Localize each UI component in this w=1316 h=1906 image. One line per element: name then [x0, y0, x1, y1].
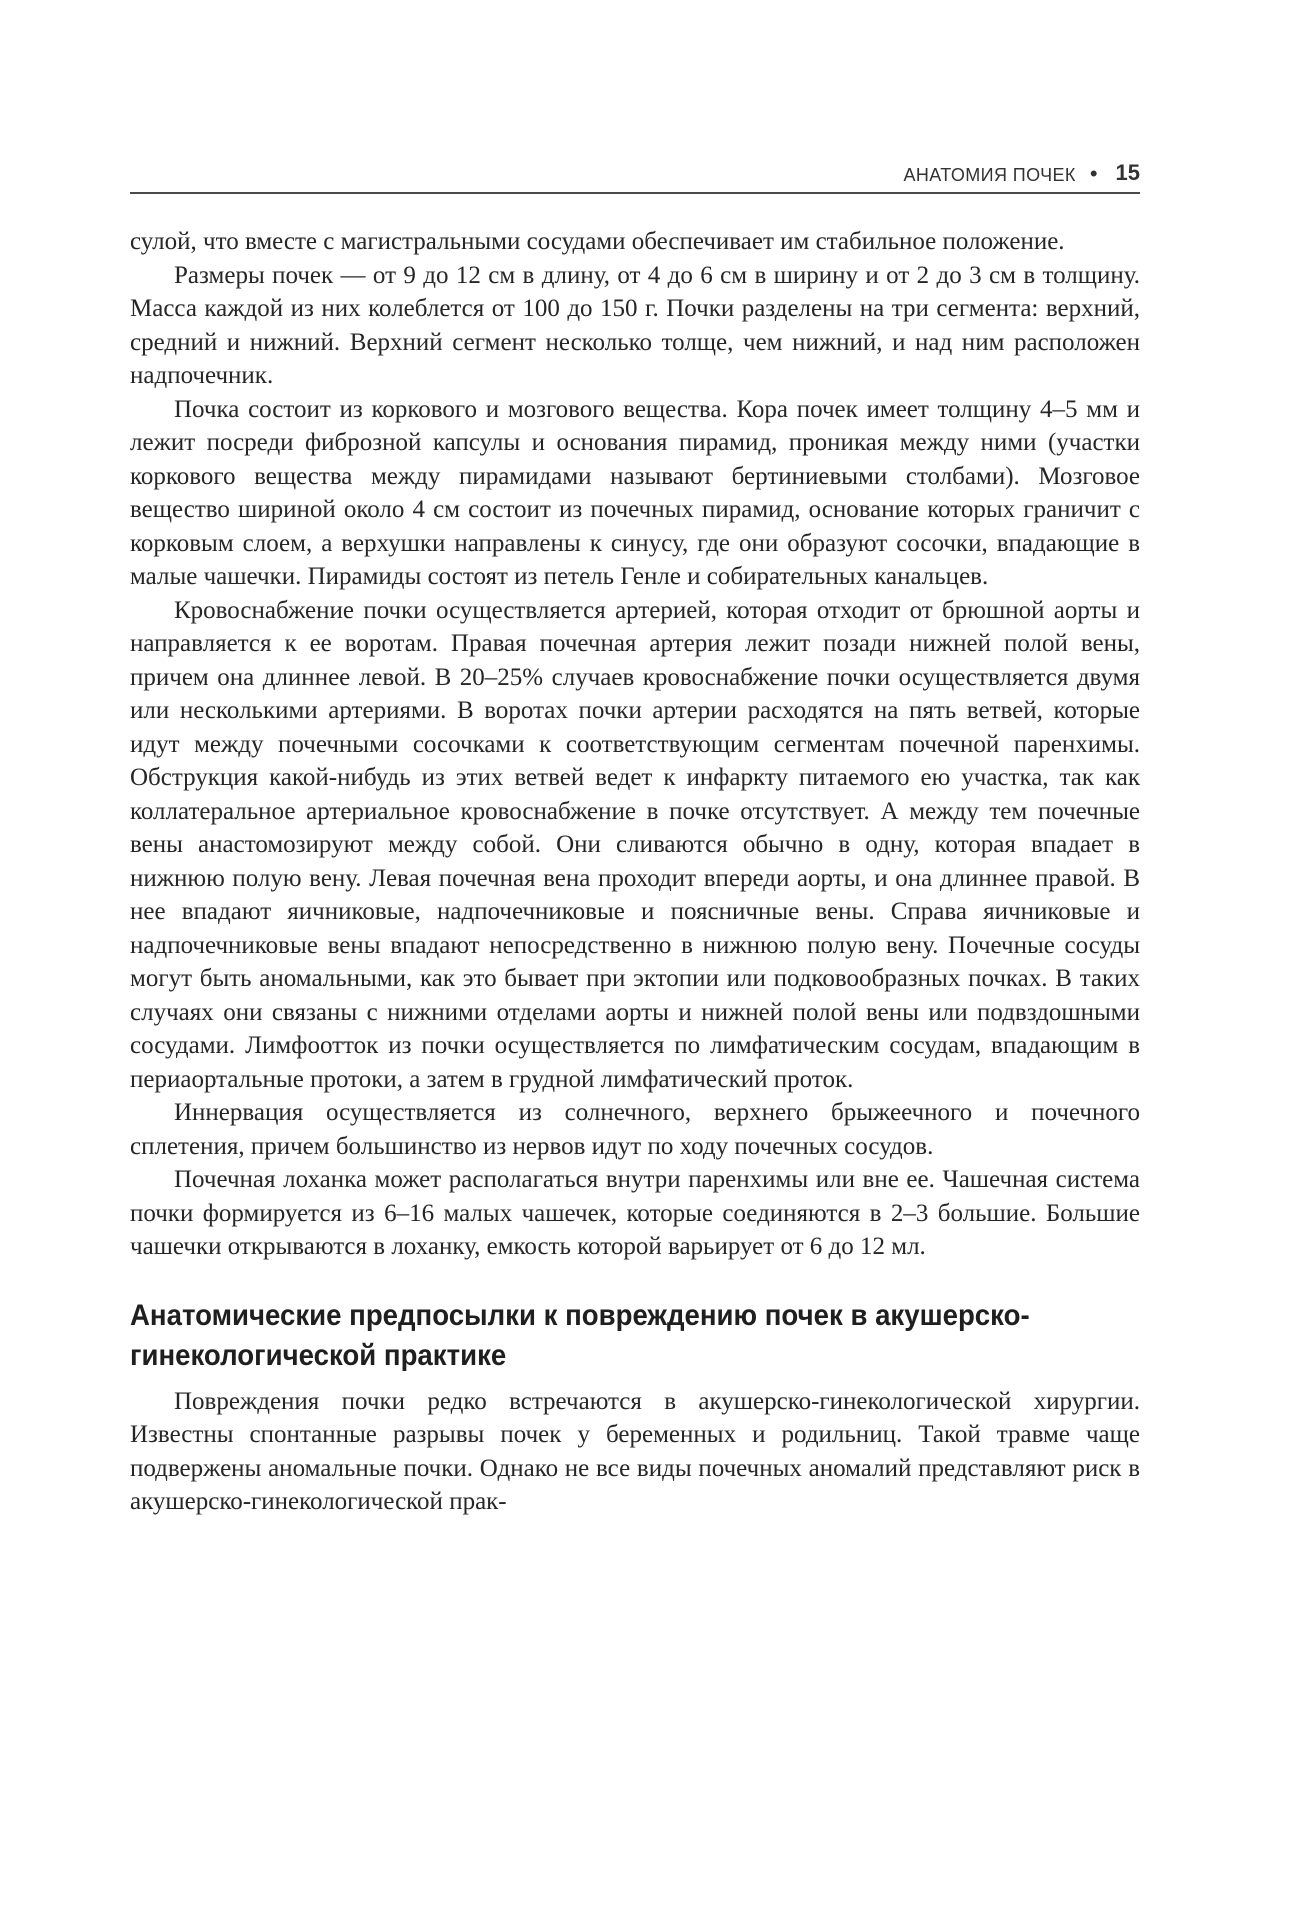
running-title: АНАТОМИЯ ПОЧЕК — [903, 165, 1076, 185]
page-number: 15 — [1115, 160, 1140, 185]
paragraph-kidney-structure: Почка состоит из коркового и мозгового вещества. Кора почек имеет толщину 4–5 мм и лежит посреди фиброзной капсулы и основания пирамид, проникая между ними (участки коркового вещества между пирамидами называют бертиниевыми столбами). Мозговое вещество шириной около 4 см состоит из почечных пирамид, основание которых граничит с корковым слоем, а верхушки направлены к синусу, где они образуют сосочки, впадающие в малые чашечки. Пирамиды состоят из петель Генле и собирательных канальцев. — [130, 395, 1140, 590]
header-bullet: • — [1089, 161, 1098, 186]
paragraph-kidney-size: Размеры почек — от 9 до 12 см в длину, от 4 до 6 см в ширину и от 2 до 3 см в толщину. Масса каждой из них колеблется от 100 до 150 г. Почки разделены на три сегмента: верхний, средний и нижний. Верхний сегмент несколько толще, чем нижний, и над ним расположен надпочечник. — [130, 261, 1140, 389]
paragraph-renal-pelvis: Почечная лоханка может располагаться внутри паренхимы или вне ее. Чашечная система почки формируется из 6–16 малых чашечек, которые соединяются в 2–3 большие. Большие чашечки открываются в лоханку, емкость которой варьирует от 6 до 12 мл. — [130, 1166, 1140, 1260]
section-heading: Анатомические предпосылки к повреждению почек в акушерско-гинекологической практике — [130, 1298, 1030, 1372]
paragraph-injuries: Повреждения почки редко встречаются в акушерско-гинекологической хирургии. Известны спонтанные разрывы почек у беременных и родильниц. Такой травме чаще подвержены аномальные почки. Однако не все виды почечных аномалий представляют риск в акушерско-гинекологической прак- — [130, 1387, 1140, 1515]
paragraph-continuation: сулой, что вместе с магистральными сосудами обеспечивает им стабильное положение. — [130, 228, 1065, 255]
paragraph-innervation: Иннервация осуществляется из солнечного, верхнего брыжеечного и почечного сплетения, причем большинство из нервов идут по ходу почечных сосудов. — [130, 1099, 1140, 1160]
page-body — [130, 225, 1140, 1519]
running-header — [130, 160, 1140, 194]
paragraph-blood-supply: Кровоснабжение почки осуществляется артерией, которая отходит от брюшной аорты и направляется к ее воротам. Правая почечная артерия лежит позади нижней полой вены, причем она длиннее левой. В 20–25% случаев кровоснабжение почки осуществляется двумя или несколькими артериями. В воротах почки артерии расходятся на пять ветвей, которые идут между почечными сосочками к соответствующим сегментам почечной паренхимы. Обструкция какой-нибудь из этих ветвей ведет к инфаркту питаемого ею участка, так как коллатеральное артериальное кровоснабжение в почке отсутствует. А между тем почечные вены анастомозируют между собой. Они сливаются обычно в одну, которая впадает в нижнюю полую вену. Левая почечная вена проходит впереди аорты, и она длиннее правой. В нее впадают яичниковые, надпочечниковые и поясничные вены. Справа яичниковые и надпочечниковые вены впадают непосредственно в нижнюю полую вену. Почечные сосуды могут быть аномальными, как это бывает при эктопии или подковообразных почках. В таких случаях они связаны с нижними отделами аорты и нижней полой вены или подвздошными сосудами. Лимфоотток из почки осуществляется по лимфатическим сосудам, впадающим в периаортальные протоки, а затем в грудной лимфатический проток. — [130, 596, 1140, 1093]
